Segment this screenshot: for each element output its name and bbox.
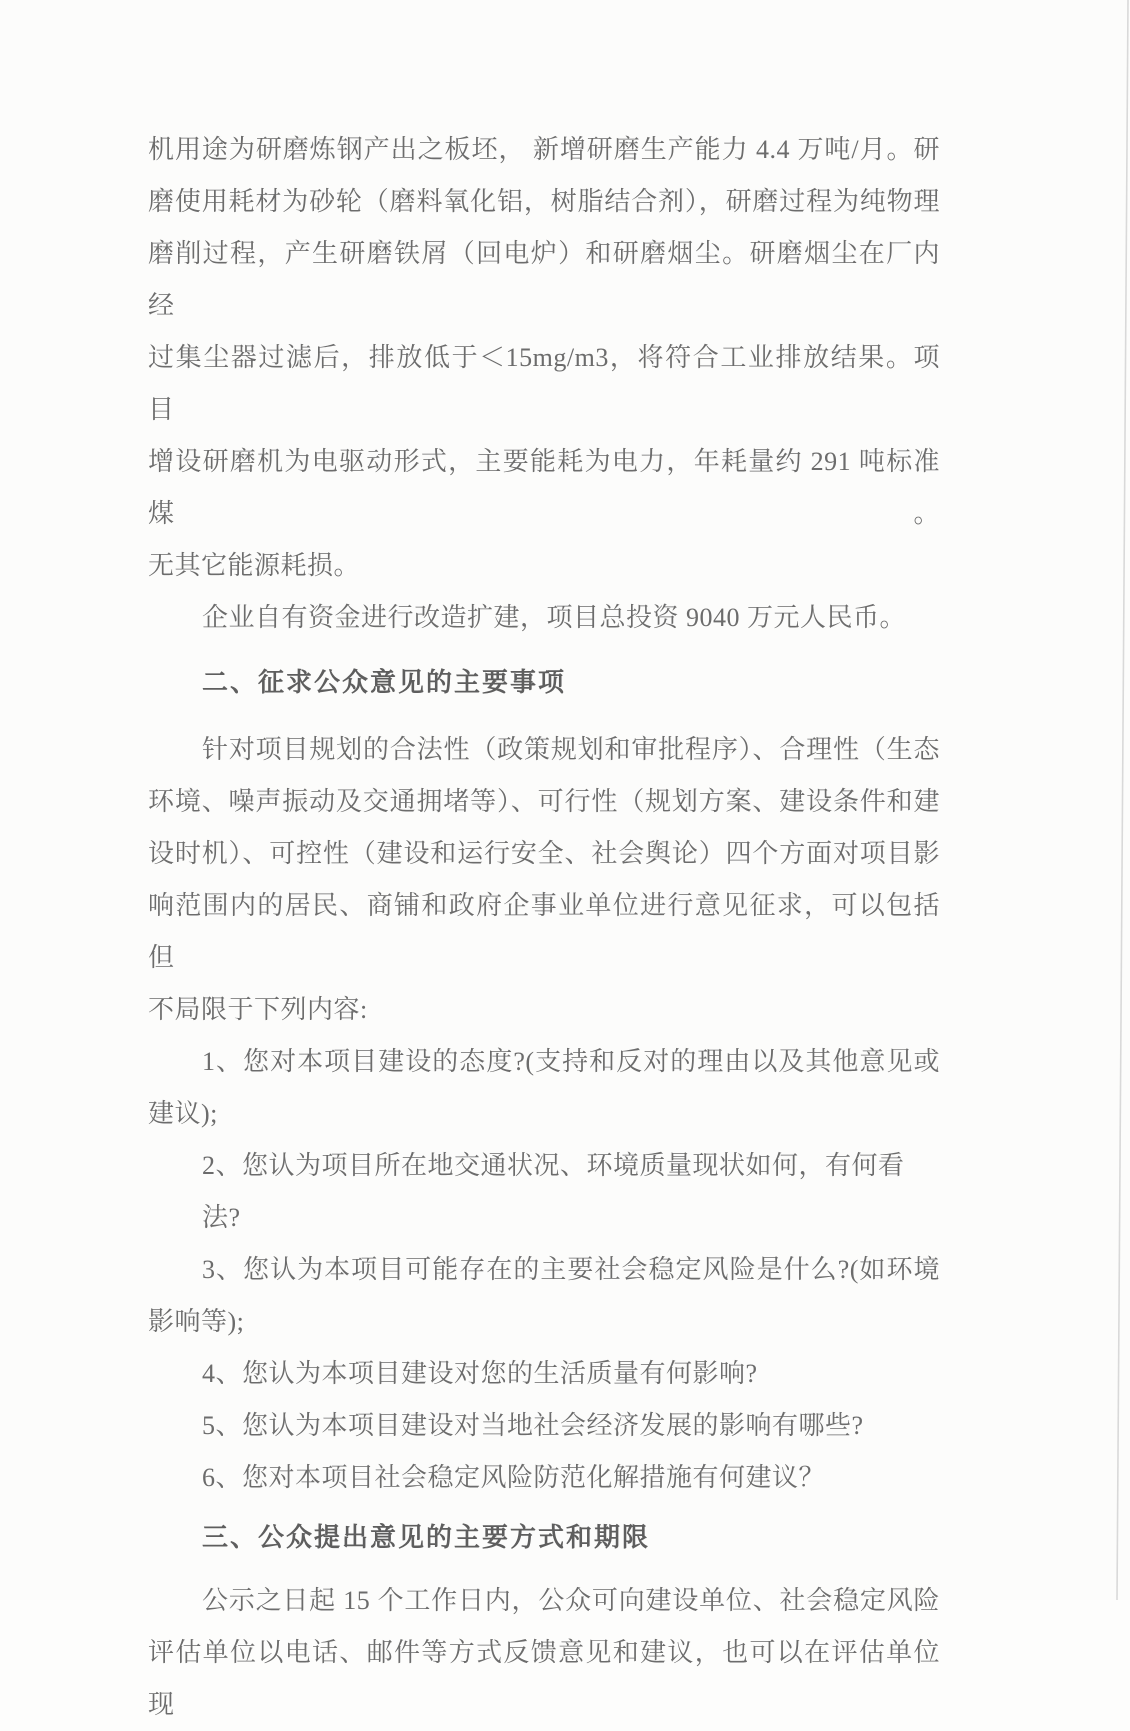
list-item-2-line: 2、您认为项目所在地交通状况、环境质量现状如何，有何看法?: [202, 1151, 905, 1232]
text-line: 设时机）、可控性（建设和运行安全、社会舆论）四个方面对项目影: [148, 839, 940, 868]
list-item-1-line: 1、您对本项目建设的态度?(支持和反对的理由以及其他意见或: [202, 1047, 940, 1076]
section-2-heading: 二、征求公众意见的主要事项: [202, 667, 567, 697]
section-3-heading: 三、公众提出意见的主要方式和期限: [202, 1522, 651, 1552]
text-line: 过集尘器过滤后，排放低于＜15mg/m3，将符合工业排放结果。项目: [148, 343, 940, 424]
text-line: 环境、噪声振动及交通拥堵等）、可行性（规划方案、建设条件和建: [148, 787, 940, 816]
list-item-5-line: 5、您认为本项目建设对当地社会经济发展的影响有哪些?: [202, 1411, 864, 1440]
text-line: 磨削过程，产生研磨铁屑（回电炉）和研磨烟尘。研磨烟尘在厂内经: [148, 239, 940, 320]
list-item-1-line: 建议);: [148, 1099, 218, 1128]
text-line: 机用途为研磨炼钢产出之板坯， 新增研磨生产能力 4.4 万吨/月。研: [148, 135, 940, 164]
text-line: 响范围内的居民、商铺和政府企事业单位进行意见征求，可以包括但: [148, 891, 940, 972]
text-line: 增设研磨机为电驱动形式，主要能耗为电力，年耗量约 291 吨标准煤。: [148, 447, 940, 528]
text-line: 磨使用耗材为砂轮（磨料氧化铝，树脂结合剂），研磨过程为纯物理: [148, 187, 940, 216]
text-line: 针对项目规划的合法性（政策规划和审批程序）、合理性（生态: [202, 735, 940, 764]
text-line: 评估单位以电话、邮件等方式反馈意见和建议，也可以在评估单位现: [148, 1638, 940, 1719]
list-item-4-line: 4、您认为本项目建设对您的生活质量有何影响?: [202, 1359, 758, 1388]
text-line: 企业自有资金进行改造扩建，项目总投资 9040 万元人民币。: [202, 603, 907, 632]
list-item-3-line: 3、您认为本项目可能存在的主要社会稳定风险是什么?(如环境: [202, 1255, 940, 1284]
page-text: [148, 124, 940, 1731]
text-line: 不局限于下列内容:: [148, 995, 368, 1024]
list-item-6-line: 6、您对本项目社会稳定风险防范化解措施有何建议？: [202, 1463, 826, 1492]
text-line: 公示之日起 15 个工作日内，公众可向建设单位、社会稳定风险: [202, 1586, 940, 1615]
text-line: 无其它能源耗损。: [148, 551, 361, 580]
list-item-3-line: 影响等);: [148, 1307, 245, 1336]
